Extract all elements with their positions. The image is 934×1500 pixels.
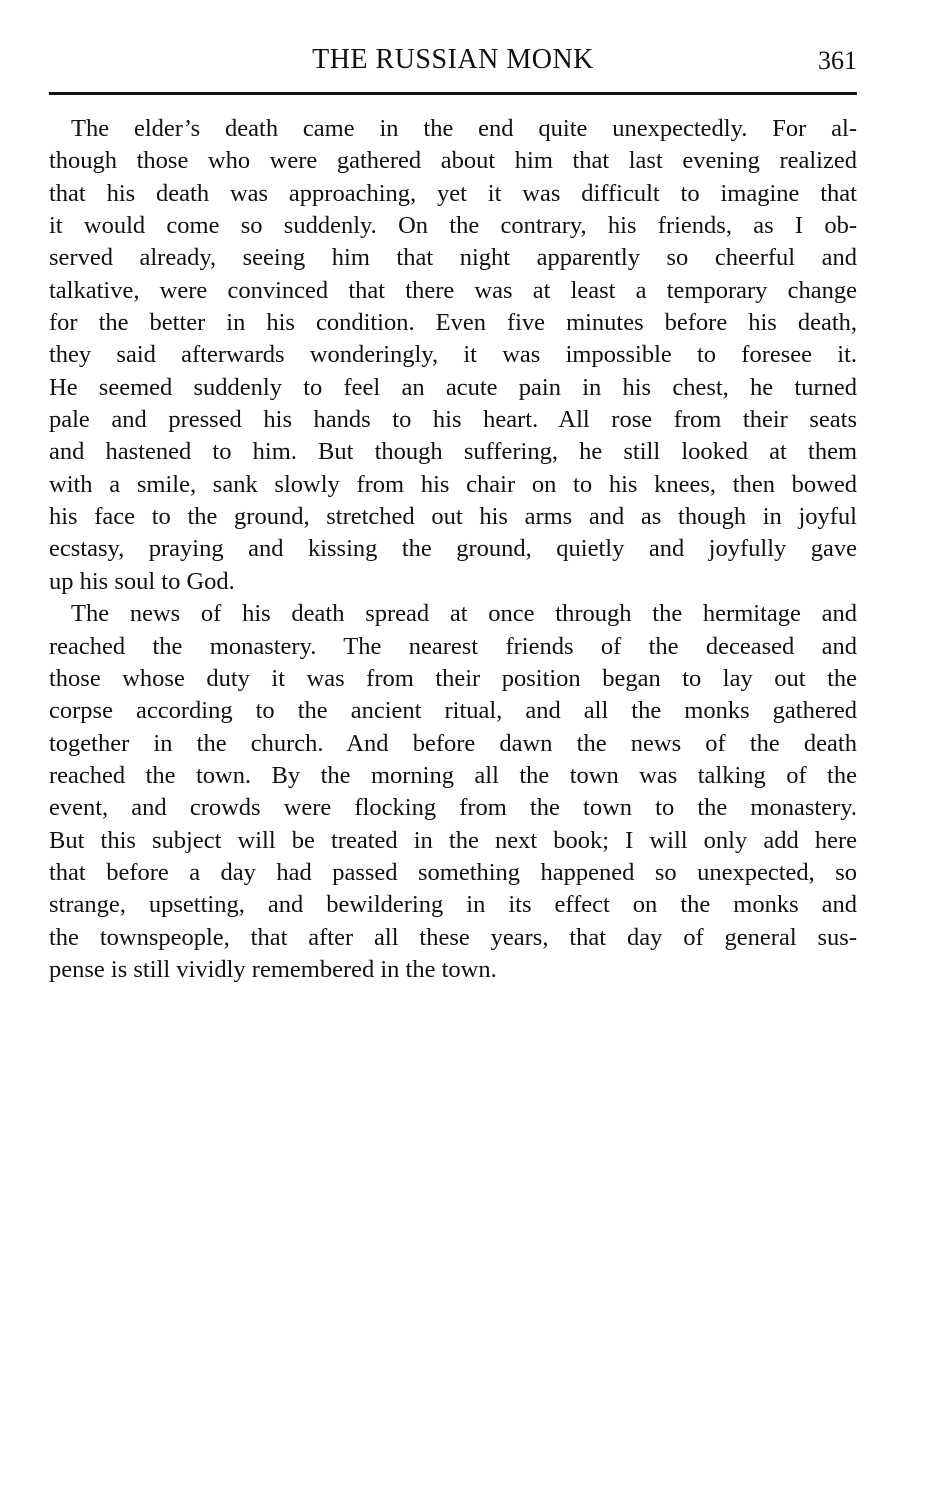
text-line: up his soul to God.	[49, 567, 235, 595]
text-line: with a smile, sank slowly from his chair on to his knees, then bowed	[49, 470, 857, 498]
text-line: and hastened to him. But though suffering, he still looked at them	[49, 438, 857, 466]
running-head	[49, 42, 857, 82]
body-text	[49, 113, 857, 986]
text-line: corpse according to the ancient ritual, and all the monks gathered	[49, 697, 857, 725]
text-line: that before a day had passed something happened so unexpected, so	[49, 858, 857, 886]
text-line: though those who were gathered about him that last evening realized	[49, 147, 857, 175]
header-rule	[49, 92, 857, 95]
text-line: talkative, were convinced that there was at least a temporary change	[49, 276, 857, 304]
text-line: the townspeople, that after all these years, that day of general sus-	[49, 923, 857, 951]
text-line: The news of his death spread at once through the hermitage and	[71, 600, 857, 628]
text-line: those whose duty it was from their position began to lay out the	[49, 664, 857, 692]
text-line: But this subject will be treated in the next book; I will only add here	[49, 826, 857, 854]
paragraph	[49, 598, 857, 986]
text-line: his face to the ground, stretched out his arms and as though in joyful	[49, 503, 857, 531]
text-line: strange, upsetting, and bewildering in its effect on the monks and	[49, 891, 857, 919]
text-line: The elder’s death came in the end quite unexpectedly. For al-	[71, 115, 857, 142]
text-line: pense is still vividly remembered in the town.	[49, 955, 497, 983]
text-line: served already, seeing him that night apparently so cheerful and	[49, 244, 857, 272]
text-line: ecstasy, praying and kissing the ground, quietly and joyfully gave	[49, 535, 857, 563]
text-line: that his death was approaching, yet it was difficult to imagine that	[49, 179, 857, 207]
page-number: 361	[818, 46, 857, 75]
text-line: together in the church. And before dawn the news of the death	[49, 729, 857, 757]
paragraph	[49, 113, 857, 598]
text-line: it would come so suddenly. On the contrary, his friends, as I ob-	[49, 212, 857, 240]
text-line: He seemed suddenly to feel an acute pain in his chest, he turned	[49, 373, 857, 401]
text-line: reached the monastery. The nearest friends of the deceased and	[49, 632, 857, 660]
text-line: they said afterwards wonderingly, it was impossible to foresee it.	[49, 341, 857, 369]
text-line: for the better in his condition. Even five minutes before his death,	[49, 309, 857, 337]
running-title: THE RUSSIAN MONK	[312, 44, 594, 75]
text-line: reached the town. By the morning all the town was talking of the	[49, 761, 857, 789]
text-line: event, and crowds were flocking from the town to the monastery.	[49, 794, 857, 822]
text-line: pale and pressed his hands to his heart. All rose from their seats	[49, 406, 857, 434]
